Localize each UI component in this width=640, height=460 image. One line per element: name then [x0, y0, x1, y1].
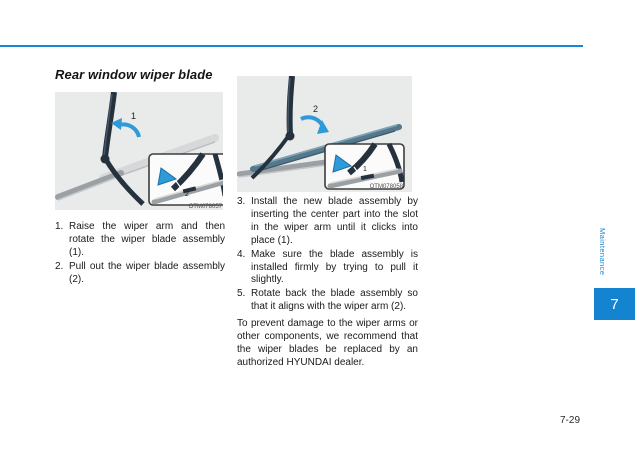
step-1: [55, 221, 225, 260]
callout-1-inset-label: 1: [363, 166, 367, 173]
instructions-left: [55, 221, 225, 288]
step-2: [55, 261, 225, 287]
page-title: Rear window wiper blade: [55, 67, 213, 82]
figure-code: OTM078058: [369, 184, 403, 190]
step-number: 2.: [55, 260, 64, 272]
callout-1-label: 1: [131, 111, 137, 121]
step-text: Raise the wiper arm and then rotate the wiper blade assembly (1).: [69, 221, 225, 258]
figure-code: OTM078057: [188, 204, 222, 210]
dealer-note: To prevent damage to the wiper arms or other components, we recommend that the wiper blades be replaced by an authorized HYUNDAI dealer.: [237, 318, 418, 368]
step-number: 1.: [55, 221, 64, 232]
header-rule: [0, 45, 583, 47]
instructions-right: [237, 196, 418, 370]
step-4: [237, 249, 418, 288]
step-number: 5.: [237, 288, 246, 300]
figure-remove-blade: [55, 92, 223, 210]
section-tab-label: Maintenance: [598, 228, 607, 276]
callout-2-label: 2: [313, 104, 319, 114]
step-number: 4.: [237, 248, 246, 260]
wiper-removal-illustration: [55, 92, 223, 210]
step-text: Install the new blade assembly by inserting the center part into the slot in the wiper arm until it clicks into place (1).: [251, 196, 418, 246]
step-3: [237, 196, 418, 248]
page-number: 7-29: [560, 415, 581, 426]
inset-detail-box: [325, 144, 404, 189]
step-text: Make sure the blade assembly is installed firmly by trying to pull it slightly.: [251, 248, 418, 286]
figure-install-blade: [237, 76, 412, 192]
inset-detail-box: [149, 154, 223, 205]
wiper-install-illustration: [237, 76, 412, 192]
callout-2-inset-label: 2: [185, 191, 189, 198]
step-text: Pull out the wiper blade assembly (2).: [69, 260, 225, 285]
step-text: Rotate back the blade assembly so that it aligns with the wiper arm (2).: [251, 288, 418, 313]
step-number: 3.: [237, 196, 246, 207]
section-number: 7: [610, 295, 619, 313]
step-5: [237, 288, 418, 314]
section-tab-number: [594, 288, 635, 320]
